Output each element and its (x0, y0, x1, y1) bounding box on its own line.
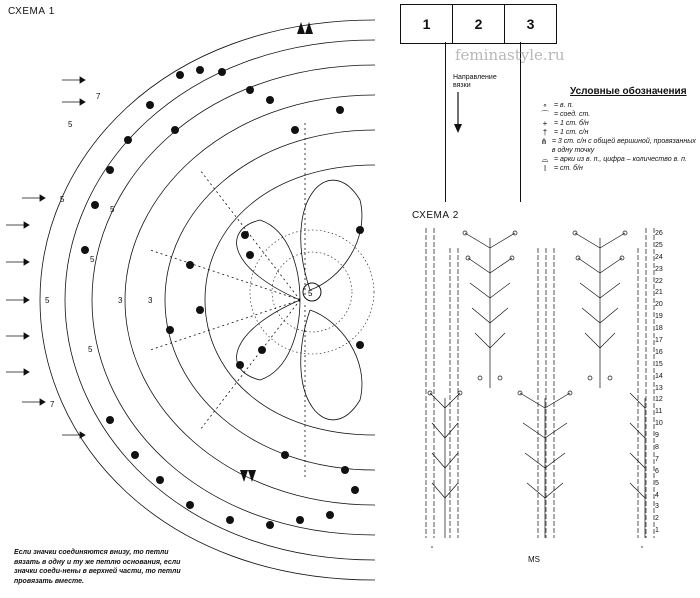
arch-number: 7 (50, 400, 55, 409)
chain-arch-icon: ⌓ (541, 155, 549, 164)
direction-box-3: 3 (526, 16, 535, 32)
arch-number: 5 (88, 345, 93, 354)
row-number: 18 (655, 325, 663, 333)
legend-item: ǀ = ст. б/н (540, 164, 700, 173)
row-number: 21 (655, 289, 663, 297)
row-number: 12 (655, 396, 663, 404)
legend-item: ⌓ = арки из в. п., цифра – количество в. п. (541, 155, 687, 164)
arch-number: 5 (45, 296, 50, 305)
row-number: 3 (655, 503, 659, 511)
direction-box-1: 1 (401, 5, 453, 43)
row-number: 8 (655, 444, 659, 452)
row-number: 1 (655, 527, 659, 535)
row-number: 16 (655, 348, 663, 356)
down-arrow-icon (452, 92, 464, 134)
row-number-column (655, 228, 675, 537)
row-number: 5 (655, 479, 659, 487)
row-number: 4 (655, 491, 659, 499)
legend (540, 86, 700, 173)
row-number: 14 (655, 372, 663, 380)
arch-number: 5 (90, 255, 95, 264)
direction-column-line (520, 42, 521, 202)
cluster-icon: ⋔ (540, 137, 548, 146)
row-number: 15 (655, 360, 663, 368)
stitch-no-yo-icon: ǀ (543, 164, 547, 173)
row-number: 17 (655, 337, 663, 345)
row-number: 20 (655, 301, 663, 309)
legend-item: † = 1 ст. с/н (540, 128, 700, 137)
arch-number: 3 (148, 296, 153, 305)
direction-box-2: 2 (453, 5, 505, 43)
direction-boxes (400, 4, 557, 44)
row-number: 25 (655, 241, 663, 249)
row-number: 10 (655, 420, 663, 428)
svg-text:5: 5 (308, 289, 313, 298)
ms-label: MS (528, 555, 540, 564)
row-number: 19 (655, 313, 663, 321)
slip-stitch-icon: ⌒ (541, 110, 549, 119)
row-number: 24 (655, 253, 663, 261)
row-number: 11 (655, 408, 663, 416)
single-crochet-icon: + (542, 119, 548, 128)
lace-chart (420, 228, 660, 548)
chain-stitch-icon: ∘ (542, 101, 548, 110)
arch-number: 3 (118, 296, 123, 305)
row-number: 26 (655, 230, 663, 237)
legend-item: + = 1 ст. б/н (540, 119, 700, 128)
row-number: 22 (655, 277, 663, 285)
row-number: 23 (655, 265, 663, 273)
legend-item: ∘ = в. п. (540, 101, 700, 110)
row-number: 13 (655, 384, 663, 392)
double-crochet-icon: † (542, 128, 548, 137)
arch-number: 5 (60, 195, 65, 204)
joining-note: Если значки соединяются внизу, то петли вязать в одну и ту же петлю основания, если значки соеди-нены в верхней части, то петли провязать вместе. (14, 549, 181, 585)
arch-number: 7 (96, 92, 101, 101)
arch-number: 5 (110, 205, 115, 214)
legend-item: ⌒ = соед. ст. (541, 110, 591, 119)
direction-label: Направление вязки (453, 74, 497, 89)
legend-item: ⋔ = 3 ст. с/н с общей вершиной, провязанных в одну точку (540, 137, 696, 154)
direction-column-line (445, 42, 446, 202)
site-watermark: feminastyle.ru (455, 46, 565, 64)
scheme1-title: СХЕМА 1 (8, 6, 55, 17)
row-number: 6 (655, 467, 659, 475)
row-number: 9 (655, 432, 659, 440)
scheme2-title: СХЕМА 2 (412, 210, 459, 221)
legend-title: Условные обозначения (570, 86, 687, 97)
arch-number: 5 (68, 120, 73, 129)
row-number: 7 (655, 455, 659, 463)
row-number: 2 (655, 515, 659, 523)
